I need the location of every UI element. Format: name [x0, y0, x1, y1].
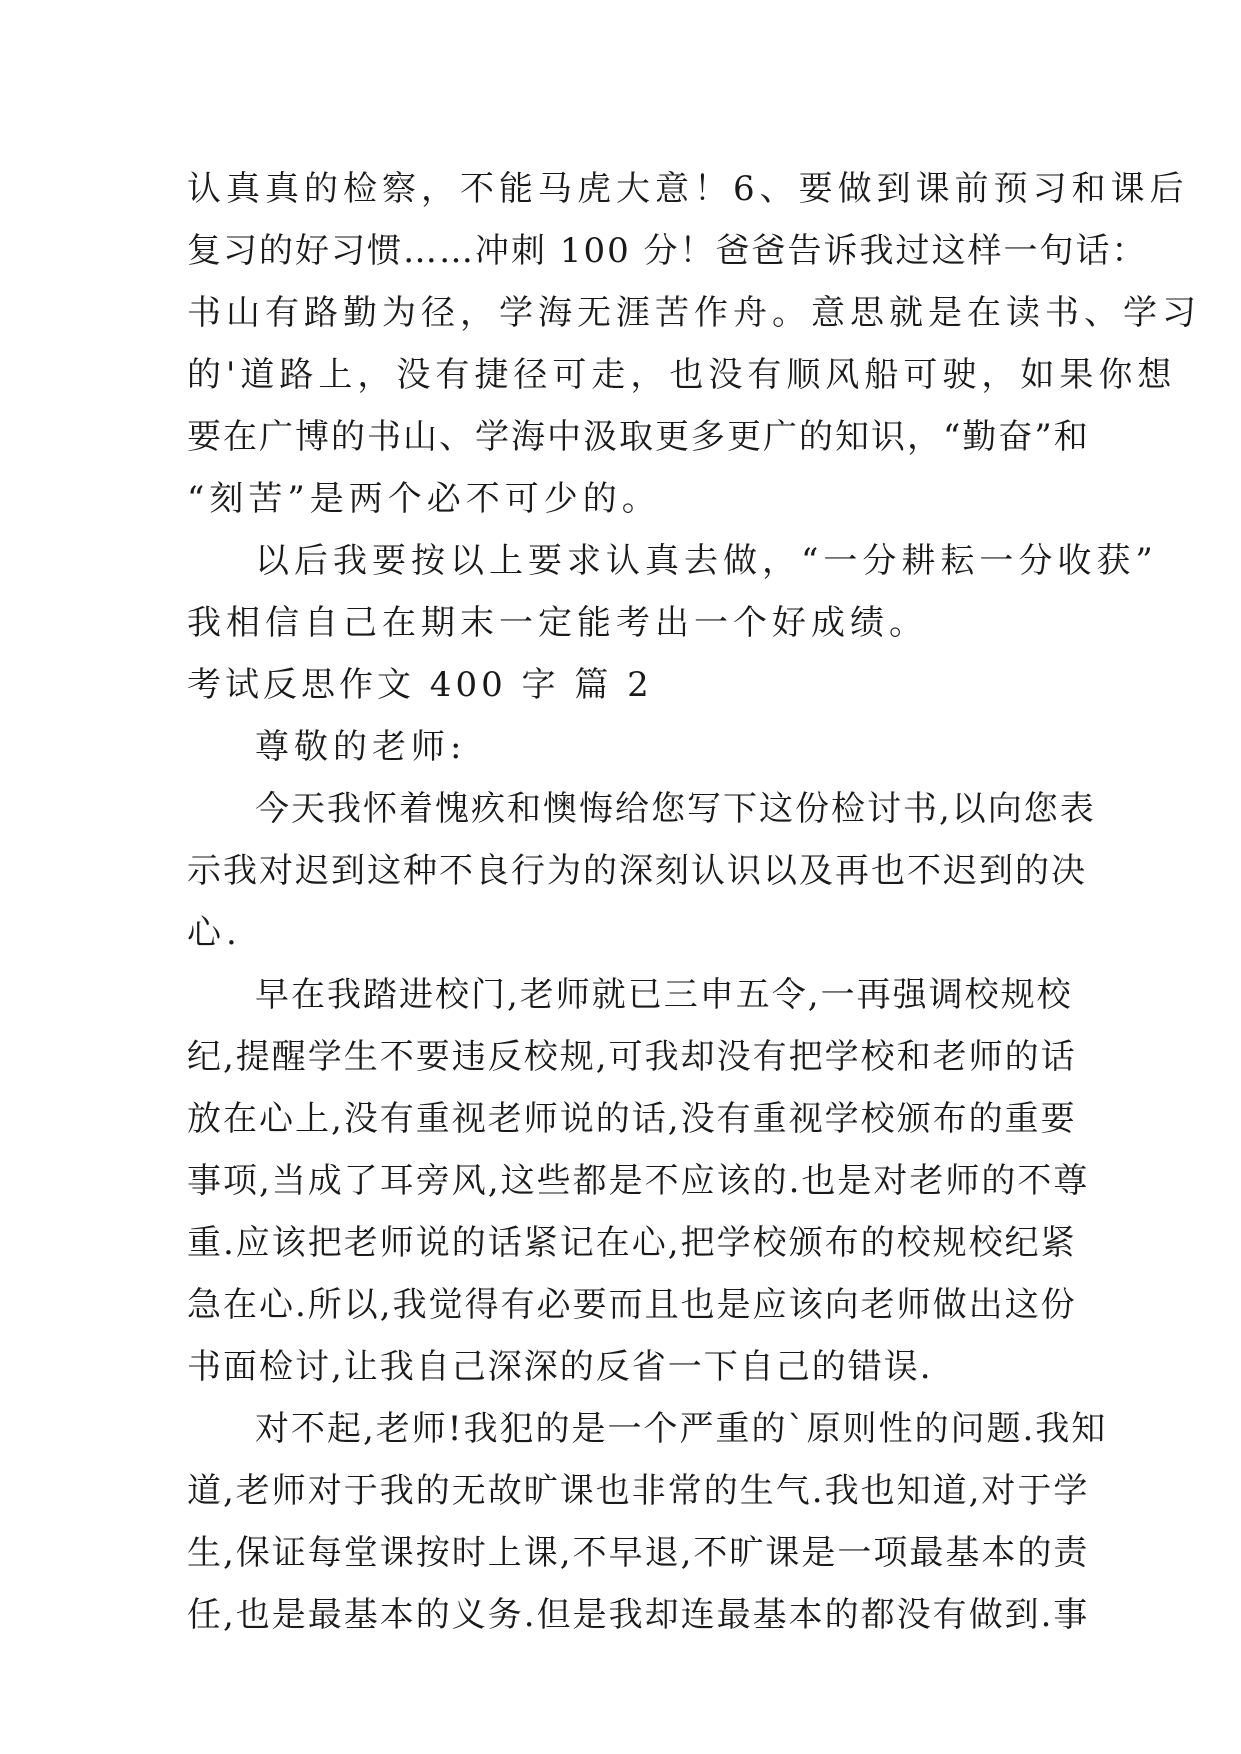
text-line: “刻苦”是两个必不可少的。	[187, 479, 661, 519]
text-line: 的'道路上，没有捷径可走，也没有顺风船可驶，如果你想	[187, 355, 1177, 395]
text-line: 生,保证每堂课按时上课,不早退,不旷课是一项最基本的责	[187, 1533, 1090, 1573]
section-heading: 考试反思作文 400 字 篇 2	[187, 665, 653, 705]
document-body	[187, 158, 1201, 1646]
text-line: 书山有路勤为径，学海无涯苦作舟。意思就是在读书、学习	[187, 293, 1201, 333]
text-line: 书面检讨,让我自己深深的反省一下自己的错误.	[187, 1347, 933, 1387]
text-line: 纪,提醒学生不要违反校规,可我却没有把学校和老师的话	[187, 1037, 1077, 1077]
text-line: 早在我踏进校门,老师就已三申五令,一再强调校规校	[255, 975, 1073, 1015]
text-line: 急在心.所以,我觉得有必要而且也是应该向老师做出这份	[187, 1285, 1077, 1325]
text-line: 放在心上,没有重视老师说的话,没有重视学校颁布的重要	[187, 1099, 1077, 1139]
text-line: 示我对迟到这种不良行为的深刻认识以及再也不迟到的决	[187, 851, 1087, 891]
text-line: 要在广博的书山、学海中汲取更多更广的知识，“勤奋”和	[187, 417, 1090, 457]
text-line: 心.	[187, 913, 242, 953]
text-line: 认真真的检察，不能马虎大意！6、要做到课前预习和课后	[187, 169, 1189, 209]
text-line: 对不起,老师!我犯的是一个严重的`原则性的问题.我知	[255, 1409, 1108, 1449]
salutation: 尊敬的老师:	[255, 727, 467, 767]
text-line: 我相信自己在期末一定能考出一个好成绩。	[187, 603, 928, 643]
text-line: 事项,当成了耳旁风,这些都是不应该的.也是对老师的不尊	[187, 1161, 1090, 1201]
text-line: 以后我要按以上要求认真去做，“一分耕耘一分收获”	[255, 541, 1158, 581]
text-line: 任,也是最基本的义务.但是我却连最基本的都没有做到.事	[187, 1595, 1090, 1635]
text-line: 今天我怀着愧疚和懊悔给您写下这份检讨书,以向您表	[255, 789, 1096, 829]
text-line: 重.应该把老师说的话紧记在心,把学校颁布的校规校纪紧	[187, 1223, 1077, 1263]
text-line: 复习的好习惯……冲刺 100 分！爸爸告诉我过这样一句话：	[187, 231, 1148, 271]
text-line: 道,老师对于我的无故旷课也非常的生气.我也知道,对于学	[187, 1471, 1090, 1511]
